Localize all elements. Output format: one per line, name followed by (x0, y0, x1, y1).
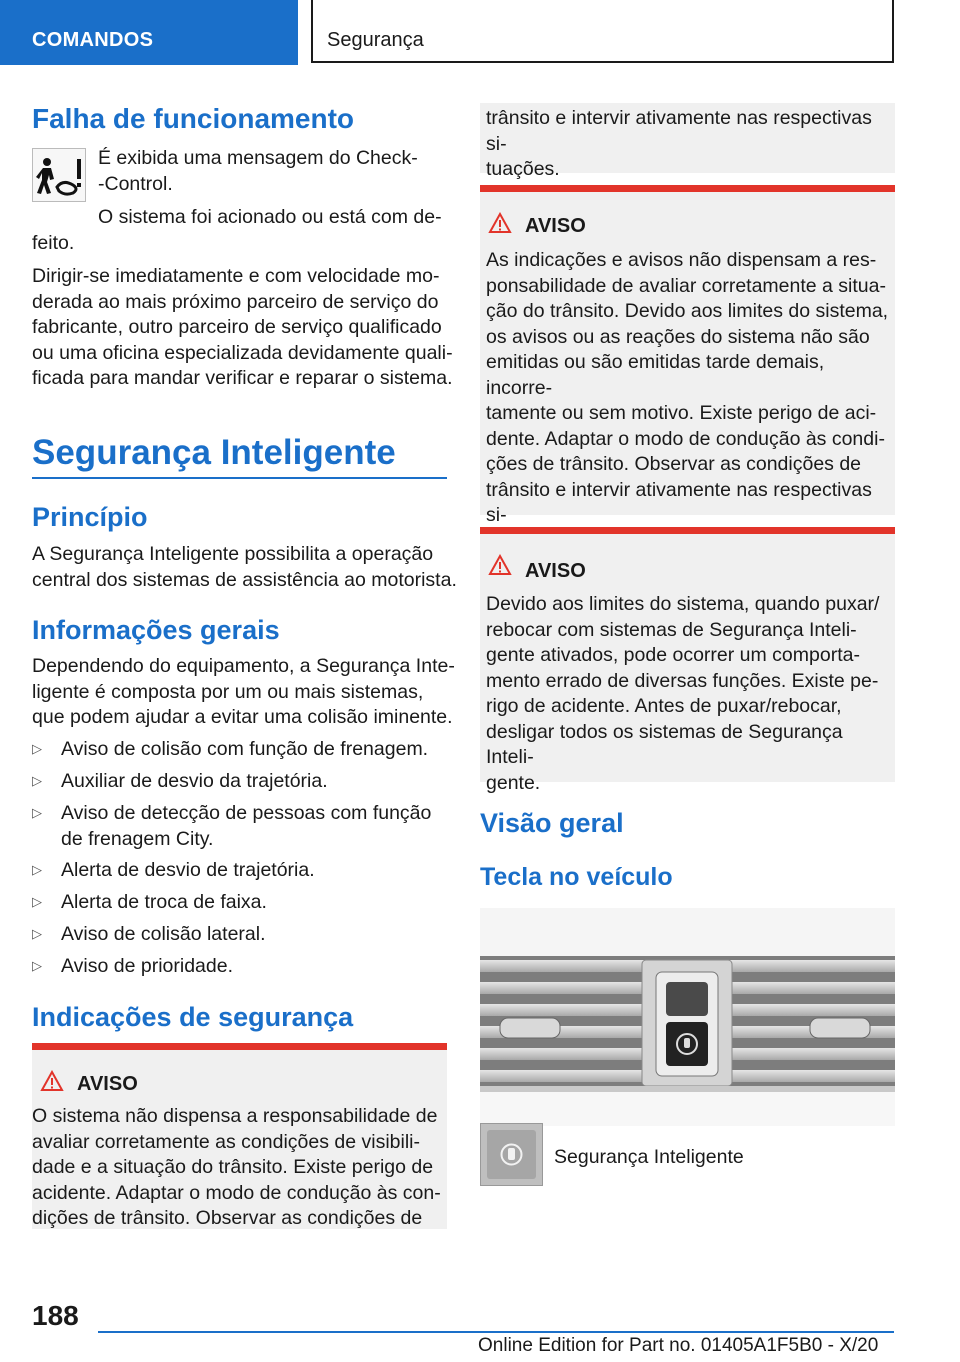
text-line: rebocar com sistemas de Segurança Inteli- (486, 618, 857, 641)
bullet-icon: ▷ (32, 741, 42, 756)
malfunction-icon (32, 148, 86, 202)
text-line: Auxiliar de desvio da trajetória. (61, 770, 328, 792)
text-line: Alerta de troca de faixa. (61, 891, 267, 913)
chapter-label: Segurança (327, 29, 424, 51)
malfunction-paragraph (32, 264, 453, 392)
warning-box (480, 527, 895, 794)
warning-title: AVISO (525, 560, 586, 582)
intelligent-safety-button-icon (480, 1123, 543, 1186)
text-line: A Segurança Inteligente possibilita a operação (32, 543, 434, 565)
text-line: gente. (486, 771, 541, 794)
text-line: tuações. (486, 158, 560, 180)
text-line: Alerta de desvio de trajetória. (61, 859, 315, 881)
list-item (32, 954, 452, 980)
text-line: Aviso de prioridade. (61, 955, 233, 977)
general-paragraph (32, 654, 455, 731)
title-rule (32, 477, 447, 479)
chapter-tab (311, 0, 894, 63)
list-item (32, 922, 452, 948)
warning-text (486, 592, 895, 796)
bullet-icon: ▷ (32, 805, 42, 820)
text-line: Devido aos limites do sistema, quando puxar/ (486, 593, 880, 615)
text-line: acidente. Adaptar o modo de condução às con- (32, 1181, 441, 1204)
malfunction-line-2: -Control. (98, 173, 173, 195)
warning-text (486, 248, 895, 554)
page-number: 188 (32, 1300, 79, 1331)
text-line: O sistema não dispensa a responsabilidade de (32, 1105, 438, 1127)
text-line: Aviso de colisão com função de frenagem. (61, 738, 429, 760)
warning-text (32, 1104, 441, 1232)
text-line: gente ativados, pode ocorrer um comporta- (486, 644, 860, 666)
edition-text: Online Edition for Part no. 01405A1F5B0 - X/20 (478, 1335, 879, 1356)
text-line: Aviso de colisão lateral. (61, 923, 266, 945)
text-line: fabricante, outro parceiro de serviço qualificado (32, 316, 442, 338)
bullet-icon: ▷ (32, 862, 42, 877)
key-title: Tecla no veículo (480, 863, 673, 891)
text-line: Dependendo do equipamento, a Segurança Inte- (32, 655, 455, 677)
key-caption: Segurança Inteligente (554, 1146, 744, 1168)
text-line: trânsito e intervir ativamente nas respectivas si- (486, 478, 872, 526)
principle-paragraph (32, 542, 457, 593)
text-line: os avisos ou as reações do sistema não são (486, 325, 870, 348)
text-line: Aviso de detecção de pessoas com função (61, 802, 432, 824)
text-line: central dos sistemas de assistência ao motorista. (32, 568, 457, 591)
malfunction-line-3: O sistema foi acionado ou está com de- (98, 206, 442, 228)
text-line: ponsabilidade de avaliar corretamente a situa- (486, 274, 886, 297)
text-line: ções de trânsito. Observar as condições de (486, 453, 862, 475)
malfunction-line-4: feito. (32, 232, 75, 254)
text-line: emitidas ou são emitidas tarde demais, incorre- (486, 351, 825, 399)
text-line: rigo de acidente. Antes de puxar/rebocar, (486, 695, 842, 717)
text-line: Dirigir-se imediatamente e com velocidade mo- (32, 265, 440, 287)
malfunction-line-1: É exibida uma mensagem do Check- (98, 147, 418, 169)
list-item (32, 769, 452, 795)
general-title: Informações gerais (32, 615, 280, 645)
text-line: ção do trânsito. Devido aos limites do sistema, (486, 300, 889, 322)
vehicle-button-photo (480, 908, 895, 1126)
list-item (32, 737, 452, 763)
text-line: ou uma oficina especializada devidamente quali- (32, 341, 453, 364)
bullet-icon: ▷ (32, 958, 42, 973)
warning-title: AVISO (525, 215, 586, 237)
text-line: desligar todos os sistemas de Segurança Inteli- (486, 720, 843, 768)
list-item (32, 858, 452, 884)
bullet-icon: ▷ (32, 926, 42, 941)
main-title: Segurança Inteligente (32, 433, 396, 472)
list-item (32, 890, 452, 916)
text-line: dade e a situação do trânsito. Existe perigo de (32, 1156, 434, 1178)
text-line: derada ao mais próximo parceiro de serviço do (32, 290, 439, 313)
warning-box (480, 185, 895, 526)
bullet-icon: ▷ (32, 773, 42, 788)
warning-box (32, 1043, 447, 1229)
text-line: dente. Adaptar o modo de condução às condi- (486, 427, 885, 450)
warning-triangle-icon (488, 212, 512, 234)
warning-triangle-icon (488, 554, 512, 576)
text-line: As indicações e avisos não dispensam a res- (486, 249, 877, 271)
section-label: COMANDOS (32, 29, 154, 51)
warning-continuation (480, 103, 895, 180)
text-line: que podem ajudar a evitar uma colisão iminente. (32, 706, 453, 728)
safety-title: Indicações de segurança (32, 1002, 354, 1032)
warning-title: AVISO (77, 1073, 138, 1095)
text-line: trânsito e intervir ativamente nas respectivas si- (486, 107, 872, 155)
malfunction-title: Falha de funcionamento (32, 103, 355, 134)
text-line: dições de trânsito. Observar as condições de (32, 1207, 423, 1229)
footer-rule (98, 1331, 894, 1333)
warning-triangle-icon (40, 1070, 64, 1092)
text-line: ligente é composta por um ou mais sistemas, (32, 680, 424, 703)
text-line: mento errado de diversas funções. Existe pe- (486, 669, 879, 692)
bullet-icon: ▷ (32, 894, 42, 909)
text-line: ficada para mandar verificar e reparar o sistema. (32, 367, 453, 389)
text-line: de frenagem City. (61, 827, 214, 850)
overview-title: Visão geral (480, 808, 624, 838)
text-line: avaliar corretamente as condições de visibili- (32, 1130, 421, 1153)
text-line: tamente ou sem motivo. Existe perigo de aci- (486, 402, 877, 424)
section-tab (0, 0, 298, 65)
list-item (32, 801, 452, 852)
principle-title: Princípio (32, 502, 148, 532)
